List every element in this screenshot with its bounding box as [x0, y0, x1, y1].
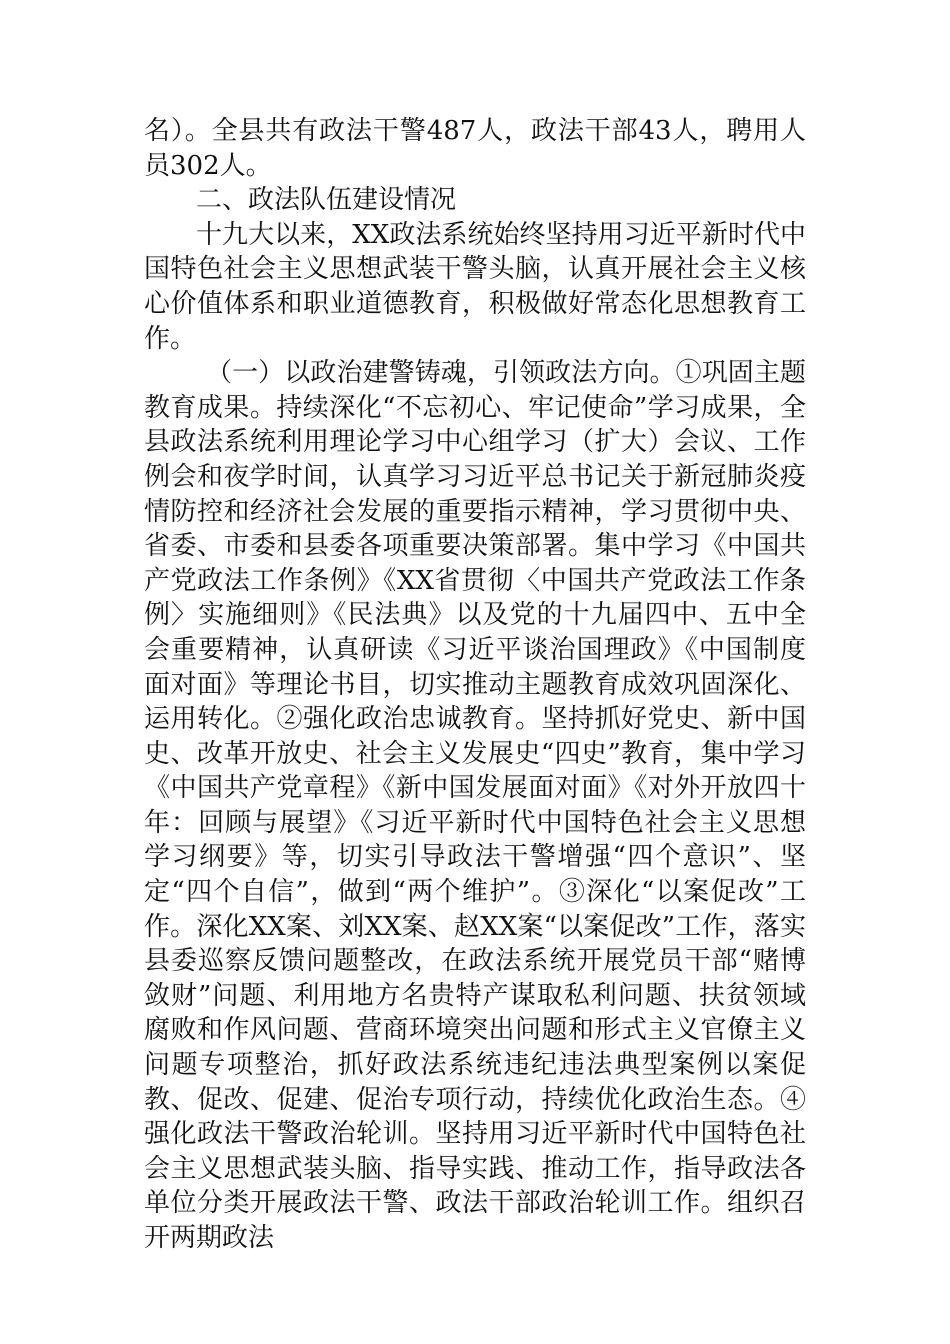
section-heading: 二、政法队伍建设情况 — [196, 185, 457, 216]
paragraph-intro: 十九大以来，XX政法系统始终坚持用习近平新时代中国特色社会主义思想武装干警头脑，认真开展社会主义核心价值体系和职业道德教育，积极做好常态化思想教育工作。 — [144, 219, 806, 354]
paragraph-continuation: 名）。全县共有政法干警487人，政法干部43人，聘用人员302人。 — [144, 116, 806, 181]
paragraph-section-one: （一）以政治建警铸魂，引领政法方向。①巩固主题教育成果。持续深化“不忘初心、牢记使命”学习成果，全县政法系统利用理论学习中心组学习（扩大）会议、工作例会和夜学时间，认真学习习近平总书记关于新冠肺炎疫情防控和经济社会发展的重要指示精神，学习贯彻中央、省委、市委和县委各项重要决策部署。集中学习《中国共产党政法工作条例》《XX省贯彻〈中国共产党政法工作条例〉实施细则》《民法典》以及党的十九届四中、五中全会重要精神，认真研读《习近平谈治国理政》《中国制度面对面》等理论书目，切实推动主题教育成效巩固深化、运用转化。②强化政治忠诚教育。坚持抓好党史、新中国史、改革开放史、社会主义发展史“四史”教育，集中学习《中国共产党章程》《新中国发展面对面》《对外开放四十年：回顾与展望》《习近平新时代中国特色社会主义思想学习纲要》等，切实引导政法干警增强“四个意识”、坚定“四个自信”，做到“两个维护”。③深化“以案促改”工作。深化XX案、刘XX案、赵XX案“以案促改”工作，落实县委巡察反馈问题整改，在政法系统开展党员干部“赌博敛财”问题、利用地方名贵特产谋取私利问题、扶贫领域腐败和作风问题、营商环境突出问题和形式主义官僚主义问题专项整治，抓好政法系统违纪违法典型案例以案促教、促改、促建、促治专项行动，持续优化政治生态。④强化政法干警政治轮训。坚持用习近平新时代中国特色社会主义思想武装头脑、指导实践、推动工作，指导政法各单位分类开展政法干警、政法干部政治轮训工作。组织召开两期政法 — [144, 358, 806, 1253]
document-body — [144, 114, 806, 1256]
